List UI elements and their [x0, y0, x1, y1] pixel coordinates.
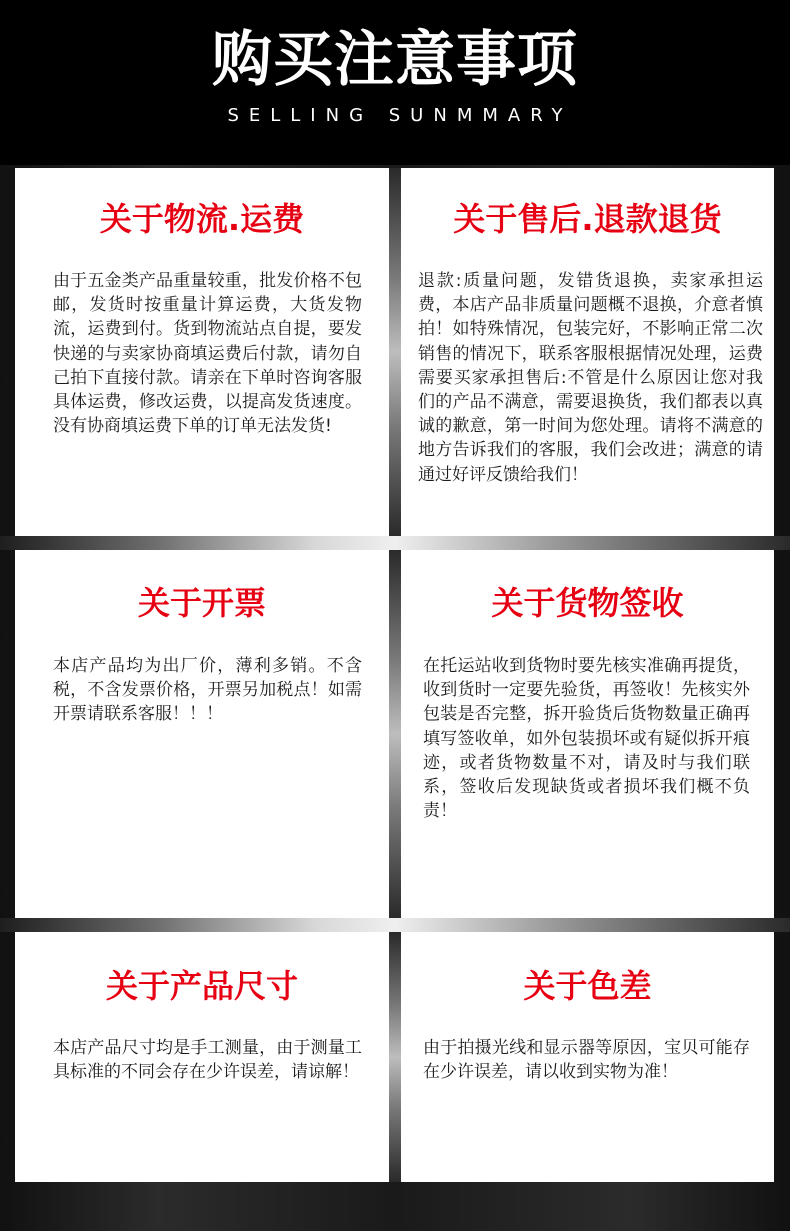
card-title: 关于产品尺寸 [105, 967, 298, 1005]
card-invoice [15, 550, 389, 918]
column-divider [389, 168, 401, 536]
card-text: 由于拍摄光线和显示器等原因，宝贝可能存在少许误差，请以收到实物为准！ [423, 1038, 750, 1083]
card-title: 关于物流.运费 [99, 200, 305, 238]
column-divider [389, 932, 401, 1182]
card-after-sales [401, 168, 774, 536]
column-divider [389, 550, 401, 918]
card-text: 本店产品均为出厂价，薄利多销。不含税，不含发票价格，开票另加税点！如需开票请联系客服！！！ [53, 656, 362, 725]
card-title: 关于色差 [523, 967, 652, 1005]
page-subtitle: SELLING SUNMMARY [227, 105, 573, 126]
card-color [401, 932, 774, 1182]
card-size [15, 932, 389, 1182]
row-divider [0, 536, 790, 550]
card-text: 本店产品尺寸均是手工测量，由于测量工具标准的不同会存在少许误差，请谅解！ [53, 1038, 362, 1083]
card-shipping [15, 168, 389, 536]
card-title: 关于货物签收 [491, 584, 684, 622]
card-text: 由于五金类产品重量较重，批发价格不包邮，发货时按重量计算运费，大货发物流，运费到付。货到物流站点自提，要发快递的与卖家协商填运费后付款，请勿自己拍下直接付款。请亲在下单时咨询客服具体运费，修改运费，以提高发货速度。没有协商填运费下单的订单无法发货! [53, 271, 362, 437]
card-text: 退款:质量问题，发错货退换，卖家承担运费，本店产品非质量问题概不退换，介意者慎拍！如特殊情况，包装完好，不影响正常二次销售的情况下，联系客服根据情况处理，运费需要买家承担售后:不管是什么原因让您对我们的产品不满意，需要退换货，我们都表以真诚的歉意，第一时间为您处理。请将不满意的地方告诉我们的客服，我们会改进；满意的请通过好评反馈给我们！ [418, 271, 763, 485]
card-receipt [401, 550, 774, 918]
page-title: 购买注意事项 [212, 25, 578, 95]
row-divider [0, 918, 790, 932]
card-title: 关于售后.退款退货 [453, 200, 722, 238]
page-header [0, 0, 790, 165]
card-text: 在托运站收到货物时要先核实准确再提货，收到货时一定要先验货，再签收！先核实外包装是否完整，拆开验货后货物数量正确再填写签收单，如外包装损坏或有疑似拆开痕迹，或者货物数量不对，请及时与我们联系，签收后发现缺货或者损坏我们概不负责！ [423, 656, 750, 822]
card-title: 关于开票 [137, 584, 266, 622]
